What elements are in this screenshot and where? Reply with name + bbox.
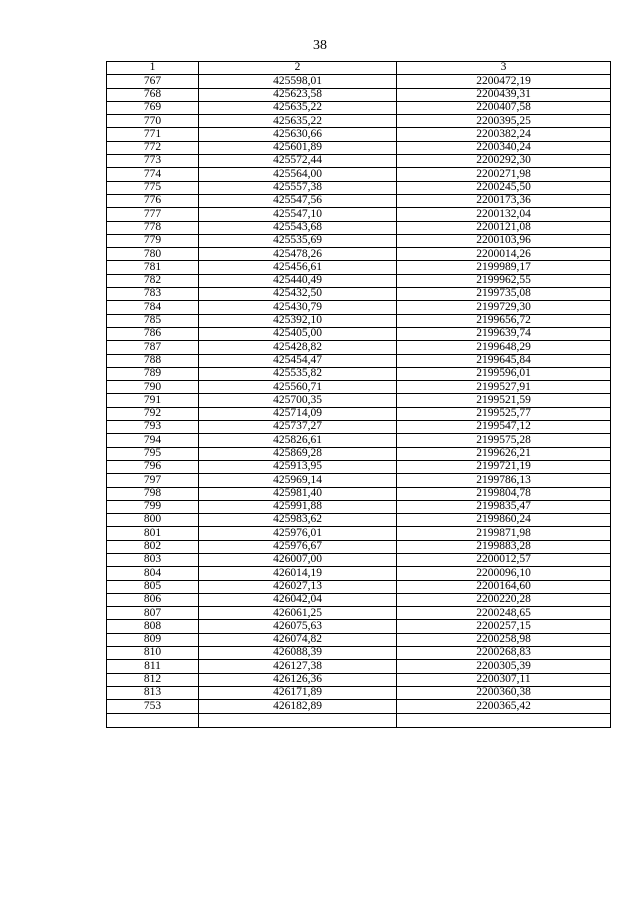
y-coordinate-cell: 2200360,38 [397,686,611,699]
y-coordinate-cell: 2199883,28 [397,540,611,553]
table-row [107,593,611,606]
table-row [107,354,611,367]
y-coordinate-cell: 2200307,11 [397,673,611,686]
y-coordinate-cell: 2200268,83 [397,647,611,660]
x-coordinate-cell: 425535,69 [199,234,397,247]
table-row [107,248,611,261]
y-coordinate-cell: 2199989,17 [397,261,611,274]
column-header-x: 2 [199,62,397,75]
table-row [107,474,611,487]
table-row [107,673,611,686]
y-coordinate-cell: 2199639,74 [397,327,611,340]
x-coordinate-cell: 425976,67 [199,540,397,553]
point-number-cell: 807 [107,607,199,620]
y-coordinate-cell: 2200096,10 [397,567,611,580]
table-row [107,381,611,394]
y-coordinate-cell: 2200014,26 [397,248,611,261]
y-coordinate-cell: 2199735,08 [397,288,611,301]
point-number-cell: 769 [107,101,199,114]
x-coordinate-cell: 425635,22 [199,101,397,114]
y-coordinate-cell: 2200305,39 [397,660,611,673]
table-row [107,301,611,314]
point-number-cell: 788 [107,354,199,367]
x-coordinate-cell: 425547,56 [199,194,397,207]
x-coordinate-cell: 425478,26 [199,248,397,261]
point-number-cell: 787 [107,341,199,354]
y-coordinate-cell: 2200395,25 [397,115,611,128]
y-coordinate-cell: 2200407,58 [397,101,611,114]
table-row [107,88,611,101]
x-coordinate-cell: 425405,00 [199,327,397,340]
x-coordinate-cell: 425630,66 [199,128,397,141]
table-row [107,115,611,128]
point-number-cell: 770 [107,115,199,128]
point-number-cell: 798 [107,487,199,500]
x-coordinate-cell: 425700,35 [199,394,397,407]
table-row [107,500,611,513]
y-coordinate-cell [397,713,611,727]
table-row [107,607,611,620]
y-coordinate-cell: 2200258,98 [397,633,611,646]
table-row [107,407,611,420]
table-row [107,713,611,727]
point-number-cell: 811 [107,660,199,673]
x-coordinate-cell: 425456,61 [199,261,397,274]
y-coordinate-cell: 2199871,98 [397,527,611,540]
y-coordinate-cell: 2200365,42 [397,700,611,713]
table-row [107,234,611,247]
y-coordinate-cell: 2200382,24 [397,128,611,141]
table-row [107,620,611,633]
x-coordinate-cell: 425635,22 [199,115,397,128]
point-number-cell: 785 [107,314,199,327]
x-coordinate-cell: 425547,10 [199,208,397,221]
x-coordinate-cell: 425976,01 [199,527,397,540]
point-number-cell: 797 [107,474,199,487]
y-coordinate-cell: 2199575,28 [397,434,611,447]
y-coordinate-cell: 2199860,24 [397,514,611,527]
table-row [107,101,611,114]
point-number-cell: 804 [107,567,199,580]
x-coordinate-cell: 425969,14 [199,474,397,487]
table-row [107,75,611,88]
point-number-cell: 796 [107,460,199,473]
y-coordinate-cell: 2200439,31 [397,88,611,101]
table-row [107,141,611,154]
table-row [107,540,611,553]
x-coordinate-cell: 426075,63 [199,620,397,633]
y-coordinate-cell: 2200173,36 [397,194,611,207]
table-row [107,168,611,181]
x-coordinate-cell: 425535,82 [199,367,397,380]
table-row [107,274,611,287]
x-coordinate-cell: 425432,50 [199,288,397,301]
table-row [107,194,611,207]
point-number-cell: 805 [107,580,199,593]
x-coordinate-cell: 425560,71 [199,381,397,394]
page-number: 38 [313,38,327,53]
x-coordinate-cell: 425572,44 [199,155,397,168]
point-number-cell: 809 [107,633,199,646]
y-coordinate-cell: 2199645,84 [397,354,611,367]
point-number-cell: 789 [107,367,199,380]
x-coordinate-cell: 425392,10 [199,314,397,327]
table-row [107,394,611,407]
table-row [107,487,611,500]
point-number-cell: 790 [107,381,199,394]
point-number-cell: 778 [107,221,199,234]
y-coordinate-cell: 2199835,47 [397,500,611,513]
table-row [107,327,611,340]
x-coordinate-cell: 425601,89 [199,141,397,154]
x-coordinate-cell: 426126,36 [199,673,397,686]
x-coordinate-cell: 425430,79 [199,301,397,314]
y-coordinate-cell: 2199786,13 [397,474,611,487]
y-coordinate-cell: 2200103,96 [397,234,611,247]
point-number-cell: 800 [107,514,199,527]
y-coordinate-cell: 2199648,29 [397,341,611,354]
point-number-cell: 779 [107,234,199,247]
x-coordinate-cell: 425543,68 [199,221,397,234]
y-coordinate-cell: 2199626,21 [397,447,611,460]
point-number-cell: 806 [107,593,199,606]
coordinates-table [106,61,611,728]
x-coordinate-cell: 425623,58 [199,88,397,101]
table-row [107,288,611,301]
x-coordinate-cell [199,713,397,727]
column-header-y: 3 [397,62,611,75]
x-coordinate-cell: 425983,62 [199,514,397,527]
x-coordinate-cell: 425737,27 [199,421,397,434]
x-coordinate-cell: 425454,47 [199,354,397,367]
y-coordinate-cell: 2200271,98 [397,168,611,181]
y-coordinate-cell: 2200220,28 [397,593,611,606]
y-coordinate-cell: 2199547,12 [397,421,611,434]
y-coordinate-cell: 2200257,15 [397,620,611,633]
x-coordinate-cell: 425557,38 [199,181,397,194]
point-number-cell: 803 [107,553,199,566]
point-number-cell: 791 [107,394,199,407]
point-number-cell: 776 [107,194,199,207]
point-number-cell: 781 [107,261,199,274]
y-coordinate-cell: 2199656,72 [397,314,611,327]
point-number-cell: 808 [107,620,199,633]
x-coordinate-cell: 426171,89 [199,686,397,699]
y-coordinate-cell: 2200248,65 [397,607,611,620]
table-row [107,261,611,274]
y-coordinate-cell: 2199962,55 [397,274,611,287]
point-number-cell: 782 [107,274,199,287]
x-coordinate-cell: 425440,49 [199,274,397,287]
point-number-cell: 775 [107,181,199,194]
table-row [107,181,611,194]
x-coordinate-cell: 425869,28 [199,447,397,460]
table-row [107,647,611,660]
point-number-cell: 767 [107,75,199,88]
y-coordinate-cell: 2200292,30 [397,155,611,168]
x-coordinate-cell: 426088,39 [199,647,397,660]
y-coordinate-cell: 2199721,19 [397,460,611,473]
y-coordinate-cell: 2200164,60 [397,580,611,593]
table-row [107,447,611,460]
point-number-cell: 812 [107,673,199,686]
x-coordinate-cell: 425428,82 [199,341,397,354]
point-number-cell: 801 [107,527,199,540]
point-number-cell: 793 [107,421,199,434]
table-row [107,580,611,593]
point-number-cell: 799 [107,500,199,513]
point-number-cell: 795 [107,447,199,460]
table-row [107,514,611,527]
x-coordinate-cell: 425826,61 [199,434,397,447]
point-number-cell: 777 [107,208,199,221]
x-coordinate-cell: 426027,13 [199,580,397,593]
table-row [107,660,611,673]
x-coordinate-cell: 425564,00 [199,168,397,181]
point-number-cell: 772 [107,141,199,154]
table-row [107,633,611,646]
table-row [107,686,611,699]
x-coordinate-cell: 426042,04 [199,593,397,606]
point-number-cell: 771 [107,128,199,141]
x-coordinate-cell: 425981,40 [199,487,397,500]
y-coordinate-cell: 2200472,19 [397,75,611,88]
point-number-cell: 810 [107,647,199,660]
y-coordinate-cell: 2199527,91 [397,381,611,394]
point-number-cell: 792 [107,407,199,420]
x-coordinate-cell: 426007,00 [199,553,397,566]
table-header-row [107,62,611,75]
table-row [107,553,611,566]
x-coordinate-cell: 425598,01 [199,75,397,88]
x-coordinate-cell: 425714,09 [199,407,397,420]
point-number-cell: 784 [107,301,199,314]
point-number-cell: 774 [107,168,199,181]
y-coordinate-cell: 2199804,78 [397,487,611,500]
x-coordinate-cell: 425991,88 [199,500,397,513]
point-number-cell: 786 [107,327,199,340]
table-row [107,567,611,580]
table-row [107,221,611,234]
y-coordinate-cell: 2199729,30 [397,301,611,314]
table-row [107,155,611,168]
table-row [107,341,611,354]
point-number-cell: 780 [107,248,199,261]
table-row [107,527,611,540]
y-coordinate-cell: 2200132,04 [397,208,611,221]
table-row [107,421,611,434]
point-number-cell: 783 [107,288,199,301]
x-coordinate-cell: 425913,95 [199,460,397,473]
point-number-cell: 794 [107,434,199,447]
y-coordinate-cell: 2200340,24 [397,141,611,154]
y-coordinate-cell: 2199596,01 [397,367,611,380]
table-row [107,367,611,380]
point-number-cell: 773 [107,155,199,168]
table-row [107,460,611,473]
table-row [107,128,611,141]
point-number-cell: 753 [107,700,199,713]
y-coordinate-cell: 2199525,77 [397,407,611,420]
point-number-cell: 768 [107,88,199,101]
x-coordinate-cell: 426074,82 [199,633,397,646]
column-header-point: 1 [107,62,199,75]
x-coordinate-cell: 426127,38 [199,660,397,673]
table-row [107,314,611,327]
y-coordinate-cell: 2199521,59 [397,394,611,407]
x-coordinate-cell: 426061,25 [199,607,397,620]
y-coordinate-cell: 2200245,50 [397,181,611,194]
coordinates-table-body [107,62,611,728]
y-coordinate-cell: 2200121,08 [397,221,611,234]
table-row [107,434,611,447]
point-number-cell [107,713,199,727]
point-number-cell: 802 [107,540,199,553]
y-coordinate-cell: 2200012,57 [397,553,611,566]
table-row [107,208,611,221]
x-coordinate-cell: 426014,19 [199,567,397,580]
point-number-cell: 813 [107,686,199,699]
table-row [107,700,611,713]
x-coordinate-cell: 426182,89 [199,700,397,713]
